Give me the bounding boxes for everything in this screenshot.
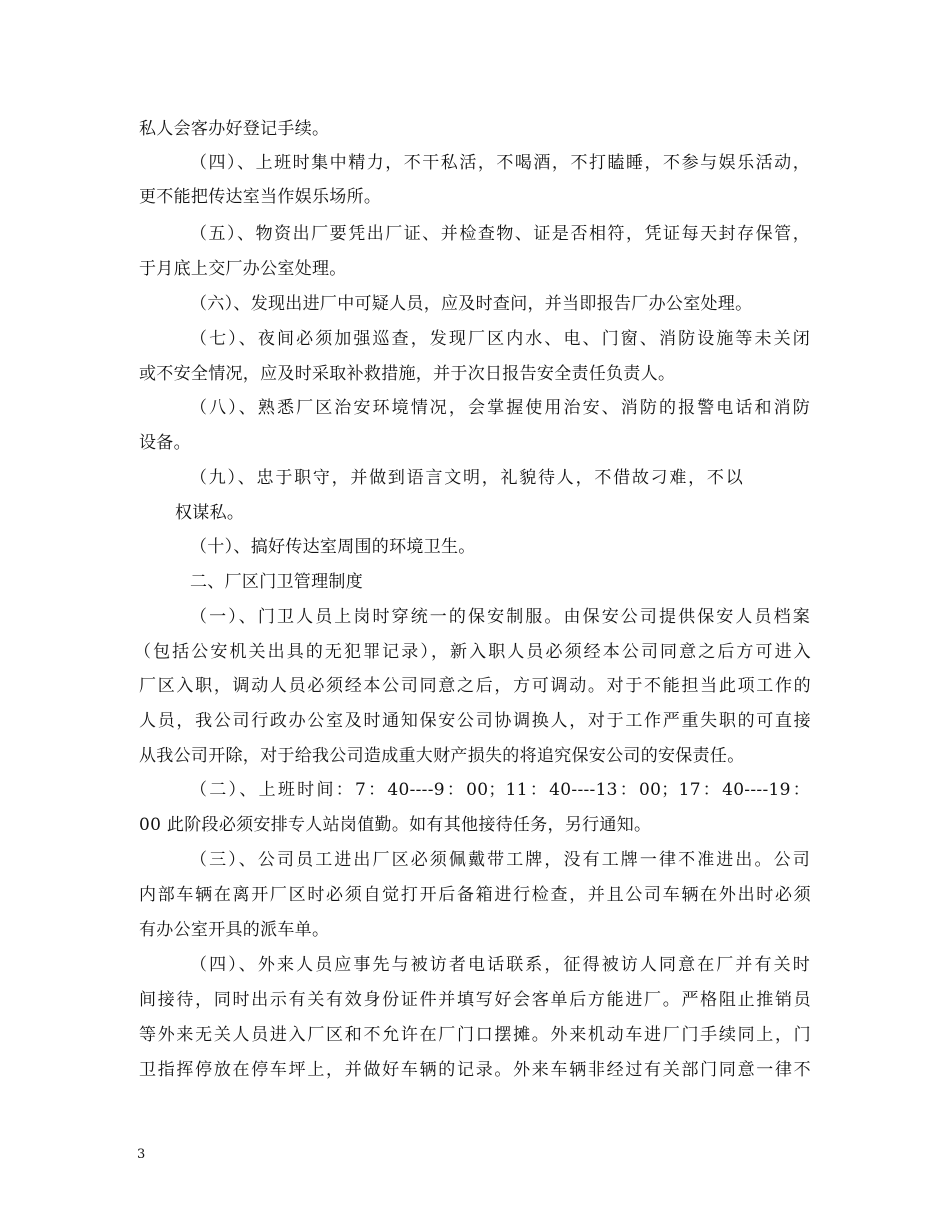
text-line: 内部车辆在离开厂区时必须自觉打开后备箱进行检查，并且公司车辆在外出时必须	[139, 885, 811, 905]
text-line: （包括公安机关出具的无犯罪记录），新入职人员必须经本公司同意之后方可进入	[134, 642, 811, 662]
text-line: 或不安全情况，应及时采取补救措施，并于次日报告安全责任负责人。	[139, 364, 676, 384]
text-line: 于月底上交厂办公室处理。	[139, 259, 347, 279]
text-line: （一）、门卫人员上岗时穿统一的保安制服。由保安公司提供保安人员档案	[190, 607, 810, 627]
text-line: 私人会客办好登记手续。	[139, 119, 330, 139]
text-line: （四）、外来人员应事先与被访者电话联系，征得被访人同意在厂并有关时	[190, 955, 810, 975]
text-line: （九）、忠于职守，并做到语言文明，礼貌待人，不借故刁难，不以	[190, 468, 743, 488]
text-line: （三）、公司员工进出厂区必须佩戴带工牌，没有工牌一律不准进出。公司	[190, 850, 810, 870]
text-line: （四）、上班时集中精力，不干私活，不喝酒，不打瞌睡，不参与娱乐活动，	[190, 153, 810, 173]
text-line: 设备。	[139, 433, 191, 453]
text-line: 有办公室开具的派车单。	[139, 920, 330, 940]
text-line: 厂区入职，调动人员必须经本公司同意之后，方可调动。对于不能担当此项工作的	[139, 676, 811, 696]
text-line: 人员，我公司行政办公室及时通知保安公司协调换人，对于工作严重失职的可直接	[139, 711, 811, 731]
text-line: （十）、搞好传达室周围的环境卫生。	[190, 537, 476, 557]
text-line: 卫指挥停放在停车坪上，并做好车辆的记录。外来车辆非经过有关部门同意一律不	[139, 1060, 811, 1080]
text-line: 更不能把传达室当作娱乐场所。	[139, 187, 382, 207]
section-heading: 二、厂区门卫管理制度	[190, 572, 363, 592]
text-line: 00 此阶段必须安排专人站岗值勤。如有其他接待任务，另行通知。	[139, 815, 652, 835]
page-number: 3	[137, 1147, 146, 1162]
text-line: （六）、发现出进厂中可疑人员，应及时查问，并当即报告厂办公室处理。	[190, 294, 753, 314]
text-line: 等外来无关人员进入厂区和不允许在厂门口摆摊。外来机动车进厂门手续同上，门	[139, 1025, 811, 1045]
text-line: 权谋私。	[175, 503, 245, 523]
text-line: （八）、熟悉厂区治安环境情况，会掌握使用治安、消防的报警电话和消防	[190, 398, 810, 418]
text-line: （五）、物资出厂要凭出厂证、并检查物、证是否相符，凭证每天封存保管，	[190, 224, 810, 244]
text-line: 从我公司开除，对于给我公司造成重大财产损失的将追究保安公司的安保责任。	[139, 746, 745, 766]
text-line: （二）、上班时间：7：40----9：00；11：40----13：00；17：40----19：	[190, 780, 810, 800]
text-line: 间接待，同时出示有关有效身份证件并填写好会客单后方能进厂。严格阻止推销员	[139, 990, 811, 1010]
text-line: （七）、夜间必须加强巡查，发现厂区内水、电、门窗、消防设施等未关闭	[190, 329, 810, 349]
